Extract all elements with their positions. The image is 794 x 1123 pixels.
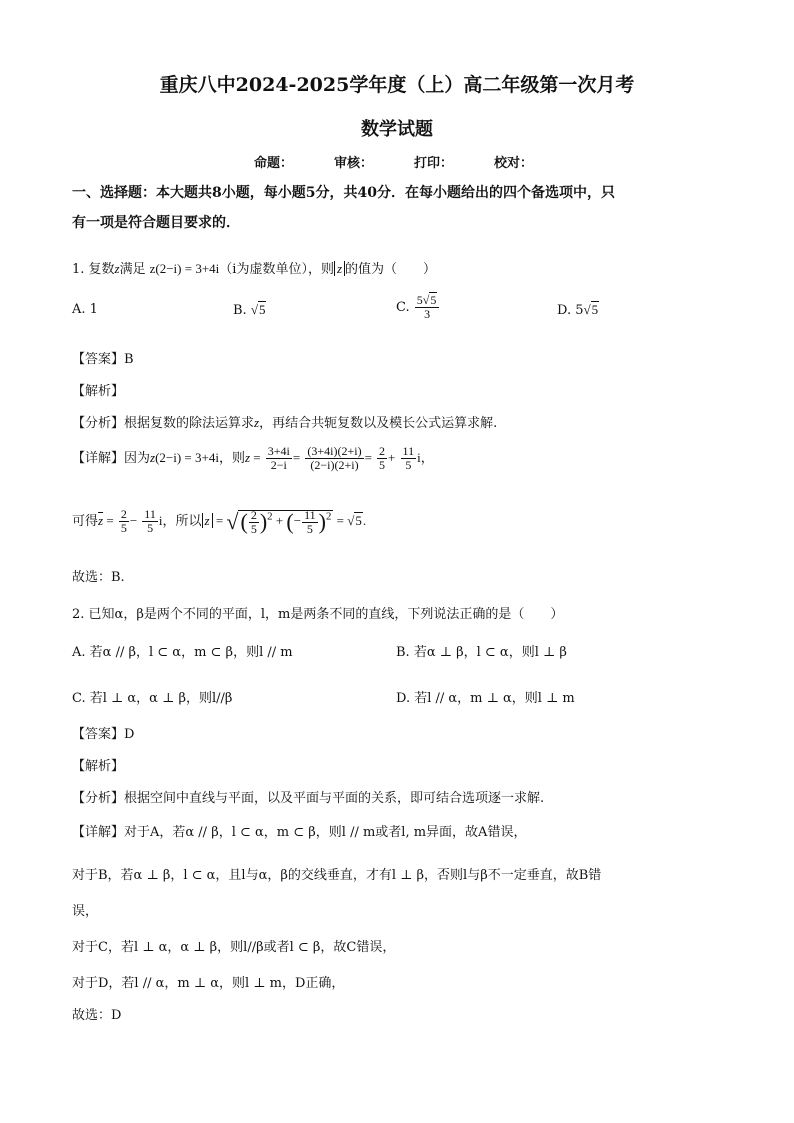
role-proofreader: 校对： <box>494 156 534 171</box>
q1-equation: z(2−i) = 3+4i <box>149 261 220 276</box>
q1-answer: 【答案】B <box>72 352 134 367</box>
q1-option-c-label: C. <box>396 300 410 315</box>
q1-suffix: 的值为（ ） <box>345 262 437 277</box>
q2-conclusion: 故选：D <box>72 1008 122 1023</box>
question-2-stem: 2. 已知α，β是两个不同的平面，l，m是两条不同的直线，下列说法正确的是（ ） <box>72 607 564 622</box>
q2-analysis-tag: 【解析】 <box>72 759 125 774</box>
role-printer: 打印： <box>414 156 454 171</box>
q1-fenxi-text: 【分析】根据复数的除法运算求 <box>72 416 255 431</box>
section-heading-line2: 有一项是符合题目要求的． <box>72 215 240 231</box>
section-heading-line1: 一、选择题：本大题共8小题，每小题5分，共40分．在每小题给出的四个备选项中，只 <box>72 185 615 201</box>
q1-detail-mid: ，则 <box>218 451 245 466</box>
q1-option-d-label: D. <box>557 303 572 318</box>
q1-conclusion: 故选：B. <box>72 570 125 585</box>
role-author: 命题： <box>254 156 294 171</box>
q1-detail-tag: 【详解】因为 <box>72 451 151 466</box>
q1-fenxi: 【分析】根据复数的除法运算求z，再结合共轭复数以及模长公式运算求解. <box>72 415 498 431</box>
q1-mid1: 满足 <box>119 262 146 277</box>
q2-detail-d: 对于D，若l // α，m ⊥ α，则l ⊥ m，D正确， <box>72 976 345 991</box>
q1-conjugate: 可得$\overline{z}$ = $\frac{2}{5}$ − $\frac{11}{5}$ i，所以 z = √( $\frac{2}{5}$ )$^2$ + (− $\frac{11}{5}$ )$^2$ = √5. <box>72 507 367 536</box>
q2-detail-c: 对于C，若l ⊥ α，α ⊥ β，则l//β或者l ⊂ β，故C错误， <box>72 940 396 955</box>
q1-detail: 【详解】因为z(2−i) = 3+4i，则z = $\frac{3+4i}{2-i}$ = $\frac{(3+4i)(2+i)}{(2-i)(2+i)}$ = $\frac{2}{5}$ + $\frac{11}{5}$ i， <box>72 444 434 472</box>
q2-detail-a: 【详解】对于A，若α // β，l ⊂ α，m ⊂ β，则l // m或者l, m异面，故A错误， <box>72 825 527 840</box>
q2-option-d: D. 若l // α，m ⊥ α，则l ⊥ m <box>396 691 575 706</box>
exam-subtitle: 数学试题 <box>361 119 433 140</box>
q1-option-a: A. 1 <box>72 302 98 317</box>
q1-prefix: 1. 复数 <box>72 262 115 277</box>
q1-mid2: （i为虚数单位），则 <box>219 262 334 277</box>
q2-answer: 【答案】D <box>72 727 135 742</box>
q1-option-d: D. 5√5 <box>557 302 599 318</box>
role-reviewer: 审核： <box>334 156 374 171</box>
q1-conj-prefix: 可得 <box>72 514 99 529</box>
q2-option-a: A. 若α // β，l ⊂ α，m ⊂ β，则l // m <box>72 645 293 660</box>
question-1-stem: 1. 复数z满足 z(2−i) = 3+4i（i为虚数单位），则 z 的值为（ ） <box>72 261 437 277</box>
q1-conj-mid: ，所以 <box>162 514 202 529</box>
q2-detail-b-line1: 对于B，若α ⊥ β，l ⊂ α，且l与α，β的交线垂直，才有l ⊥ β，否则l与β不一定垂直，故B错 <box>72 868 602 883</box>
q1-option-b-label: B. <box>233 303 247 318</box>
q1-option-b: B. √5 <box>233 302 266 318</box>
q2-option-c: C. 若l ⊥ α，α ⊥ β，则l//β <box>72 691 233 706</box>
exam-title: 重庆八中2024-2025学年度（上）高二年级第一次月考 <box>159 74 635 96</box>
q2-option-b: B. 若α ⊥ β，l ⊂ α，则l ⊥ β <box>396 645 567 660</box>
q1-analysis-tag: 【解析】 <box>72 384 125 399</box>
q2-detail-b-line2: 误， <box>72 904 99 919</box>
q2-fenxi: 【分析】根据空间中直线与平面，以及平面与平面的关系，即可结合选项逐一求解. <box>72 791 545 806</box>
q1-fenxi-end: ，再结合共轭复数以及模长公式运算求解. <box>259 416 498 431</box>
q1-option-c: C. $\frac{5√5}{3}$ <box>396 294 440 321</box>
